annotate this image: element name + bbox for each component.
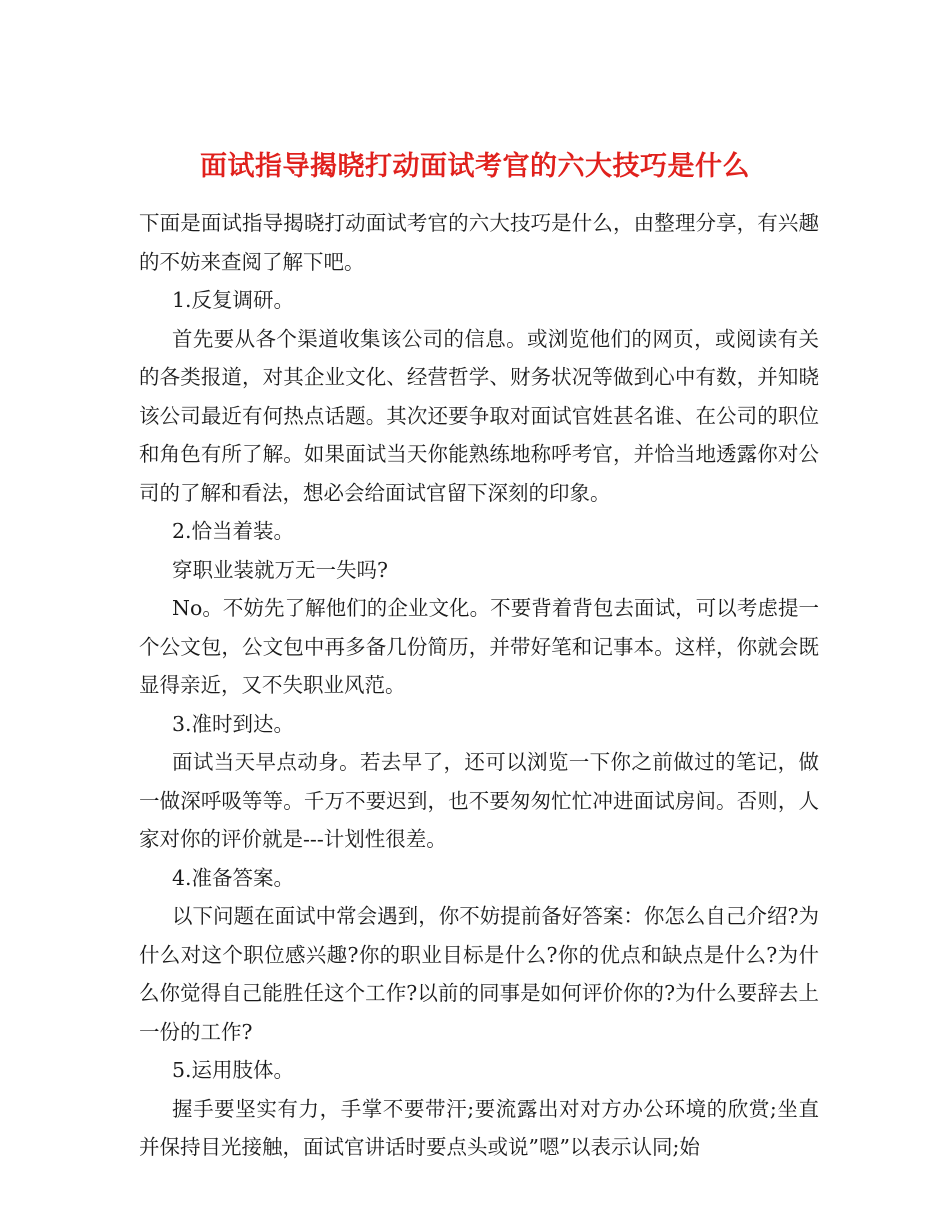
paragraph-body-language: 握手要坚实有力，手掌不要带汗;要流露出对对方办公环境的欣赏;坐直并保持目光接触，面试官讲话时要点头或说”嗯”以表示认同;始 <box>139 1096 819 1159</box>
paragraph-punctuality: 面试当天早点动身。若去早了，还可以浏览一下你之前做过的笔记，做一做深呼吸等等。千万不要迟到，也不要匆匆忙忙冲进面试房间。否则，人家对你的评价就是---计划性很差。 <box>139 750 819 851</box>
document-title: 面试指导揭晓打动面试考官的六大技巧是什么 <box>200 151 750 183</box>
section-heading-answers: 4.准备答案。 <box>172 865 295 890</box>
document-body <box>139 204 819 1167</box>
section-heading-research: 1.反复调研。 <box>172 288 295 312</box>
paragraph-answers: 以下问题在面试中常会遇到，你不妨提前备好答案：你怎么自己介绍?为什么对这个职位感兴趣?你的职业目标是什么?你的优点和缺点是什么?为什么你觉得自己能胜任这个工作?以前的同事是如何评价你的?为什么要辞去上一份的工作? <box>139 904 819 1044</box>
section-heading-body-language: 5.运用肢体。 <box>172 1058 295 1082</box>
paragraph-attire-question: 穿职业装就万无一失吗? <box>172 557 388 582</box>
paragraph-attire: No。不妨先了解他们的企业文化。不要背着背包去面试，可以考虑提一个公文包，公文包中再多备几份简历，并带好笔和记事本。这样，你就会既显得亲近，又不失职业风范。 <box>139 596 819 697</box>
paragraph-research: 首先要从各个渠道收集该公司的信息。或浏览他们的网页，或阅读有关的各类报道，对其企业文化、经营哲学、财务状况等做到心中有数，并知晓该公司最近有何热点话题。其次还要争取对面试官姓甚名谁、在公司的职位和角色有所了解。如果面试当天你能熟练地称呼考官，并恰当地透露你对公司的了解和看法，想必会给面试官留下深刻的印象。 <box>139 326 819 505</box>
section-heading-punctuality: 3.准时到达。 <box>172 711 295 736</box>
section-heading-attire: 2.恰当着装。 <box>172 519 295 543</box>
intro-paragraph: 下面是面试指导揭晓打动面试考官的六大技巧是什么，由整理分享，有兴趣的不妨来查阅了解下吧。 <box>139 211 819 274</box>
